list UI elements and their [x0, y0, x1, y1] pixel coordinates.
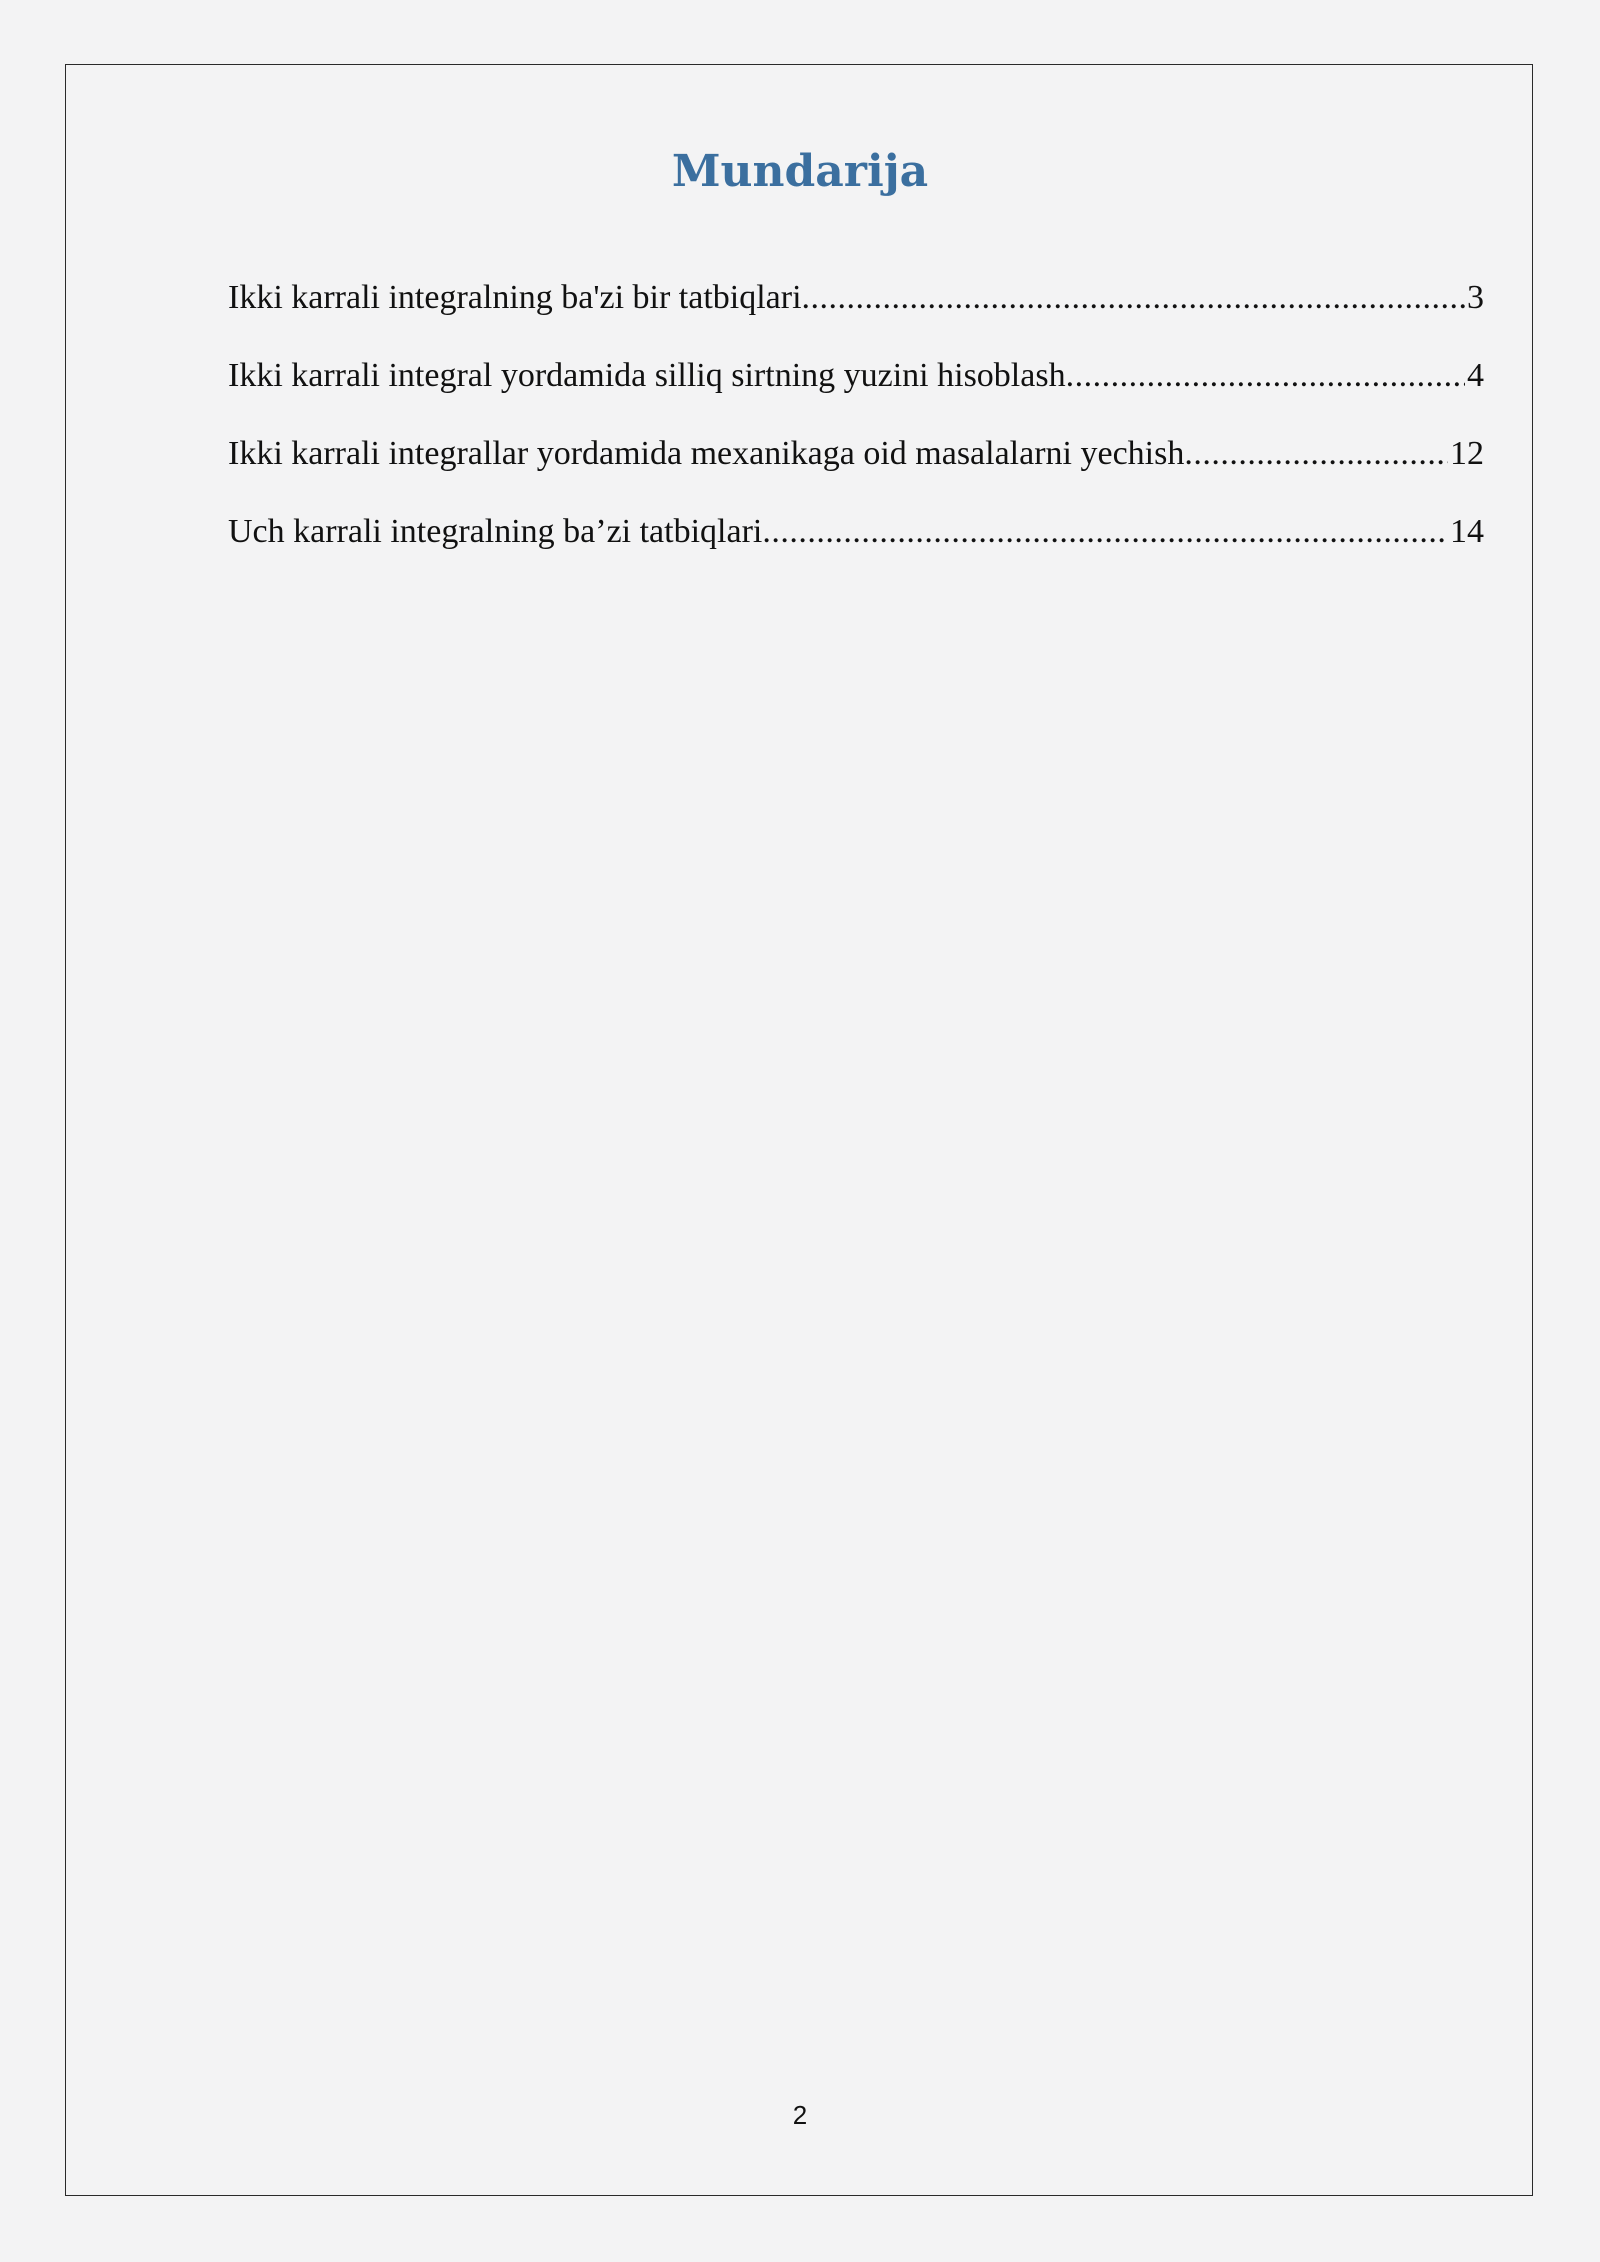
toc-entry-page: 14 — [1450, 513, 1484, 550]
toc-entry[interactable] — [228, 352, 1484, 430]
toc-dot-leader — [762, 508, 1448, 556]
toc-title: Mundarija — [671, 146, 929, 197]
toc-dot-leader — [1066, 352, 1465, 400]
toc-entry-text: Ikki karrali integralning ba'zi bir tatbiqlari — [228, 279, 802, 316]
toc-entry-text: Uch karrali integralning ba’zi tatbiqlari — [228, 513, 763, 550]
table-of-contents — [228, 274, 1484, 586]
toc-dot-leader — [1184, 430, 1448, 478]
toc-entry-page: 12 — [1450, 435, 1484, 472]
toc-entry[interactable] — [228, 508, 1484, 586]
toc-entry-text: Ikki karrali integrallar yordamida mexanikaga oid masalalarni yechish — [228, 435, 1185, 472]
toc-entry[interactable] — [228, 274, 1484, 352]
toc-entry[interactable] — [228, 430, 1484, 508]
toc-dot-leader — [802, 274, 1465, 322]
page-number: 2 — [792, 2100, 808, 2130]
toc-entry-text: Ikki karrali integral yordamida silliq sirtning yuzini hisoblash — [228, 357, 1066, 394]
toc-entry-page: 3 — [1467, 279, 1484, 316]
toc-entry-page: 4 — [1467, 357, 1484, 394]
